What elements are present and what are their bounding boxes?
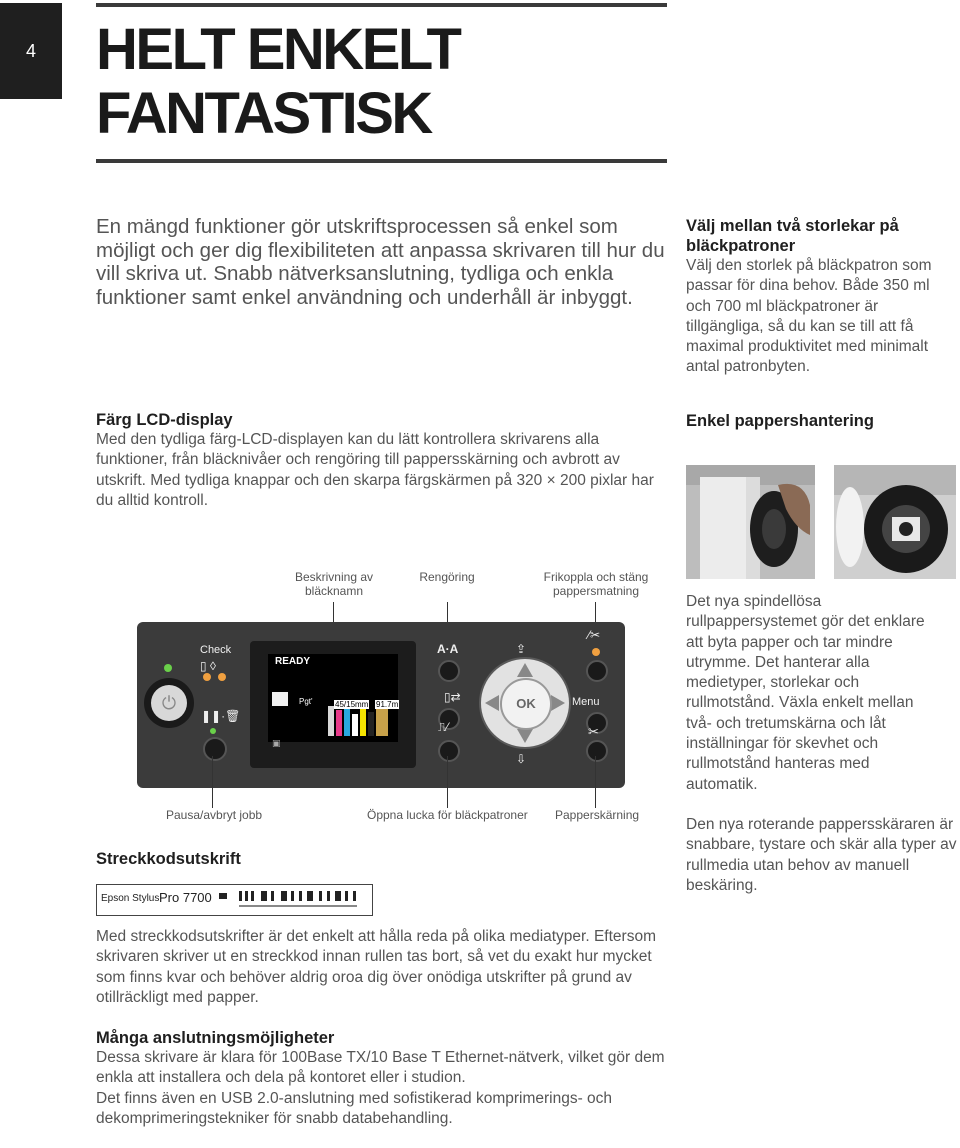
intro-paragraph: En mängd funktioner gör utskriftsprocessen så enkel som möjligt och ger dig flexibiliteten att anpassa skrivaren till hur du vill skriva ut. Snabb nätverksanslutning, tydliga och enkla funktioner samt enkel användning och underhåll är inbyggt. xyxy=(96,215,665,309)
title-bottom-rule xyxy=(96,159,667,163)
title-line-1: HELT ENKELT xyxy=(96,17,460,82)
paper-feed-icon: ⇪ xyxy=(516,642,527,656)
spindle-illustration xyxy=(834,465,956,579)
connectivity-text-2: Det finns även en USB 2.0-anslutning med sofistikerad komprimerings- och dekomprimeringstekniker för snabb databehandling. xyxy=(96,1089,613,1127)
lcd-screen-graphic xyxy=(268,654,398,742)
paper-eject-icon: ⇩ xyxy=(516,752,527,766)
barcode-model: Pro 7700 xyxy=(159,890,212,905)
cleaning-icon: A·A xyxy=(437,642,459,656)
callout-cutter: Papperskärning xyxy=(555,808,640,822)
lcd-status: READY xyxy=(275,656,311,667)
lcd-text: Med den tydliga färg-LCD-displayen kan du lätt kontrollera skrivarens alla funktioner, från bläcknivåer och rengöring till pappersskärning och avbrott av utskrift. Med tydliga knappar och den skarpa färgskärmen på 320 × 200 pixlar har du alltid kontroll. xyxy=(96,431,654,509)
callout-cleaning: Rengöring xyxy=(419,570,475,584)
cartridges-section xyxy=(686,216,954,378)
cover-open-icon: ⎍⁄ xyxy=(438,720,449,734)
spindle-photo xyxy=(834,465,956,579)
connectivity-section xyxy=(96,1028,666,1129)
paper-text-2: Den nya roterande pappersskäraren är snabbare, tystare och skär alla typer av rullmedia utan behov av manuell beskäring. xyxy=(686,816,957,894)
connectivity-text-1: Dessa skrivare är klara för 100Base TX/10 Base T Ethernet-nätverk, vilket gör dem enkla att installera och dela på kontoret eller i studion. xyxy=(96,1049,665,1087)
barcode-bars xyxy=(219,889,369,911)
paper-lock-button[interactable] xyxy=(586,660,608,682)
page-title xyxy=(96,18,459,146)
barcode-text: Med streckkodsutskrifter är det enkelt att hålla reda på olika mediatyper. Eftersom skrivaren skriver ut en streckkod innan rullen tas bort, så vet du exakt hur mycket som finns kvar och behöver aldrig oroa dig över onödiga utskrifter på grund av otillräckligt med papper. xyxy=(96,928,656,1006)
cartridges-text: Välj den storlek på bläckpatron som passar för dina behov. Både 350 ml och 700 ml bläckpatroner är tillgängliga, så du kan se till att få maximal produktivitet med minimalt antal patronbyten. xyxy=(686,257,932,376)
title-line-2: FANTASTISK xyxy=(96,81,431,146)
connectivity-heading: Många anslutningsmöjligheter xyxy=(96,1029,335,1047)
lcd-paper-width: 45/15mm xyxy=(335,700,369,709)
callout-cover: Öppna lucka för bläckpatroner xyxy=(367,808,528,822)
check-label: Check xyxy=(200,644,232,656)
cleaning-button[interactable] xyxy=(438,660,460,682)
lcd-media-type: Pgt' xyxy=(299,697,313,706)
roll-paper-photo xyxy=(686,465,815,579)
barcode-brand: Epson Stylus xyxy=(101,893,160,904)
callout-line-cutter xyxy=(595,756,596,808)
cartridges-heading: Välj mellan två storlekar på bläckpatroner xyxy=(686,217,899,255)
power-button[interactable]: ⏻ xyxy=(151,685,187,721)
barcode-sample xyxy=(96,884,373,916)
paper-ink-check-icon: ▯ ◊ xyxy=(200,659,216,673)
callout-line-cover xyxy=(447,756,448,808)
pause-button[interactable] xyxy=(203,737,227,761)
ok-button[interactable]: OK xyxy=(500,678,552,730)
callout-paper-lock: Frikoppla och stäng pappersmatning xyxy=(543,570,649,598)
lcd-section xyxy=(96,410,671,511)
barcode-heading: Streckkodsutskrift xyxy=(96,850,241,868)
callout-ink-names: Beskrivning av bläcknamn xyxy=(294,570,374,598)
cutter-button[interactable] xyxy=(586,740,608,762)
lcd-network-icon: ▣ xyxy=(272,738,281,748)
menu-label: Menu xyxy=(572,696,600,708)
ink-check-led xyxy=(218,673,226,681)
cutter-icon: ✂ xyxy=(588,724,599,739)
paper-lock-icon: ⁄✂ xyxy=(588,628,601,642)
pause-cancel-icon: ❚❚·🗑 xyxy=(201,709,241,723)
paper-lock-led xyxy=(592,648,600,656)
title-top-rule xyxy=(96,3,667,7)
callout-pause: Pausa/avbryt jobb xyxy=(166,808,263,822)
ink-cover-icon: ▯⇄ xyxy=(444,690,461,704)
roll-paper-illustration xyxy=(686,465,815,579)
lcd-screen xyxy=(268,654,398,742)
paper-check-led xyxy=(203,673,211,681)
paper-heading: Enkel pappershantering xyxy=(686,412,874,430)
lcd-heading: Färg LCD-display xyxy=(96,411,233,429)
cover-open-button[interactable] xyxy=(438,740,460,762)
pause-led xyxy=(210,728,216,734)
power-led xyxy=(164,664,172,672)
paper-text-1: Det nya spindellösa rullpappersystemet gör det enklare att byta papper och tar mindre utrymme. Det hanterar alla medietyper, storlekar och rullmotstånd. Växla enkelt mellan två- och tretumskärna och låt inställningar för skevhet och rullmotstånd hanteras med automatik. xyxy=(686,593,925,793)
lcd-paper-length: 91.7m xyxy=(376,700,399,709)
callout-line-pause xyxy=(212,756,213,808)
page-number-tab: 4 xyxy=(0,3,62,99)
